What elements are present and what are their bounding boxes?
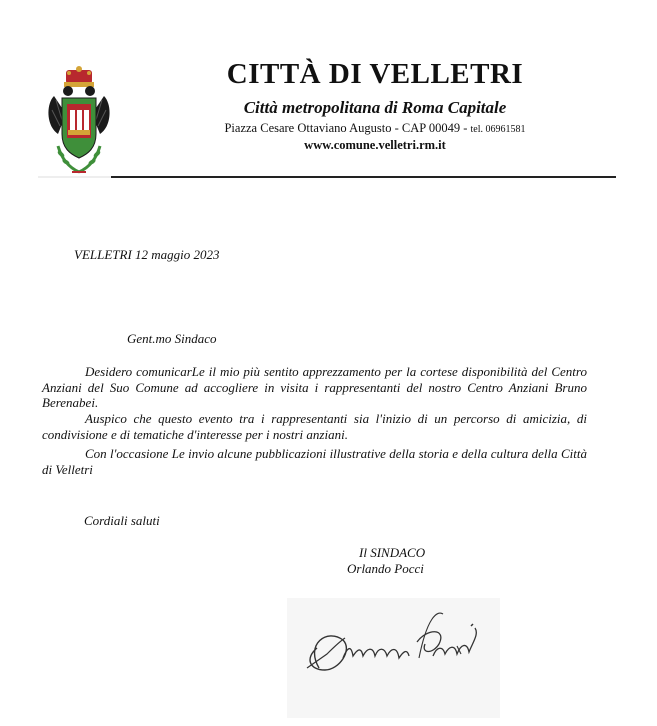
signatory-name: Orlando Pocci [347,561,424,576]
letterhead-phone: tel. 06961581 [470,124,526,135]
letter-date: VELLETRI 12 maggio 2023 [74,247,220,262]
letterhead-address-line [150,121,600,136]
header-divider [38,176,616,178]
signatory-title: Il SINDACO [359,545,426,560]
letter-closing: Cordiali saluti [84,513,160,528]
letterhead-address: Piazza Cesare Ottaviano Augusto - CAP 00049 - [224,121,468,135]
letterhead-title: CITTÀ DI VELLETRI [226,58,524,90]
paragraph-text: Auspico che questo evento tra i rappresentanti sia l'inizio di un percorso di amicizia, di condivisione e di tematiche d'interesse per i nostri anziani. [42,411,587,442]
letter-salutation: Gent.mo Sindaco [127,331,217,346]
letterhead-subtitle: Città metropolitana di Roma Capitale [243,98,507,117]
header-divider-accent [38,176,111,178]
handwritten-signature [287,598,500,718]
letter-paragraph [42,364,587,411]
letterhead-website: www.comune.velletri.rm.it [304,138,446,152]
paragraph-text: Con l'occasione Le invio alcune pubblicazioni illustrative della storia e della cultura della Città di Velletri [42,446,587,477]
letter-paragraph [42,446,587,477]
coat-of-arms-icon [44,64,114,180]
paragraph-text: Desidero comunicarLe il mio più sentito apprezzamento per la cortese disponibilità del Centro Anziani del Suo Comune ad accogliere in visita i rappresentanti del nostro Centro Anziani Bruno Berenabei. [42,364,587,410]
letter-paragraph [42,411,587,442]
